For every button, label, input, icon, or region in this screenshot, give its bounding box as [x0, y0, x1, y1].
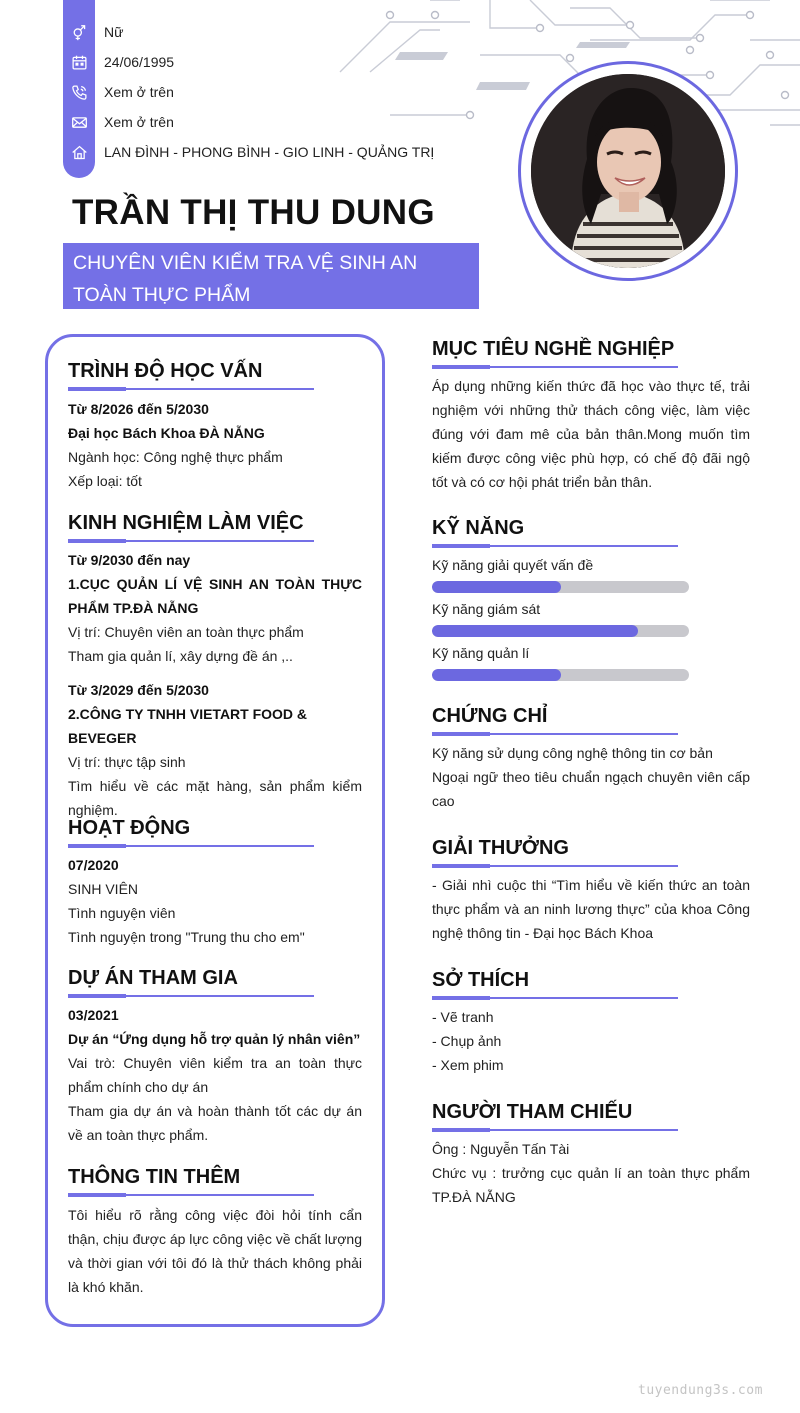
- references-section: [432, 1137, 750, 1209]
- job-title: CHUYÊN VIÊN KIỂM TRA VỆ SINH AN TOÀN THỰC PHẨM: [73, 252, 418, 306]
- reference-position: Chức vụ : trưởng cục quản lí an toàn thực phẩm TP.ĐÀ NẴNG: [432, 1165, 750, 1205]
- experience-job-1: [68, 548, 362, 668]
- skill-label: Kỹ năng giám sát: [432, 601, 541, 617]
- job-period: Từ 3/2029 đến 5/2030: [68, 682, 209, 698]
- watermark: tuyendung3s.com: [638, 1383, 763, 1398]
- awards-divider: [432, 865, 678, 867]
- hobby-item: - Vẽ tranh: [432, 1009, 494, 1025]
- skills-heading: KỸ NĂNG: [432, 517, 525, 539]
- certificate-item: Ngoại ngữ theo tiêu chuẩn ngạch chuyên viên cấp cao: [432, 769, 750, 809]
- activity-item: Tình nguyện trong "Trung thu cho em": [68, 929, 305, 945]
- experience-divider: [68, 540, 314, 542]
- calendar-icon: [63, 47, 95, 77]
- projects-section: [68, 1003, 362, 1147]
- education-heading: TRÌNH ĐỘ HỌC VẤN: [68, 360, 263, 382]
- hobby-item: - Xem phim: [432, 1057, 504, 1073]
- project-name: Dự án “Ứng dụng hỗ trợ quản lý nhân viên”: [68, 1031, 361, 1047]
- job-description: Tìm hiểu về các mặt hàng, sản phẩm kiểm nghiệm.: [68, 778, 362, 818]
- awards-text: - Giải nhì cuộc thi “Tìm hiểu về kiến thức an toàn thực phẩm và an ninh lương thực” của khoa Công nghệ thông tin - Đại học Bách Khoa: [432, 877, 750, 941]
- project-description: Tham gia dự án và hoàn thành tốt các dự án về an toàn thực phẩm.: [68, 1103, 362, 1143]
- home-icon: [63, 137, 95, 167]
- skills-divider: [432, 545, 678, 547]
- contact-email-text: Xem ở trên: [104, 114, 174, 130]
- contact-birthday: [63, 47, 174, 77]
- objective-divider: [432, 366, 678, 368]
- skill-bar: [432, 581, 689, 593]
- education-grade: Xếp loại: tốt: [68, 473, 142, 489]
- skill-bar: [432, 625, 689, 637]
- activities-date: 07/2020: [68, 857, 119, 873]
- activities-section: [68, 853, 362, 949]
- contact-phone: [63, 77, 174, 107]
- references-divider: [432, 1129, 678, 1131]
- job-title-banner: [63, 243, 479, 309]
- job-company: 1.CỤC QUẢN LÍ VỆ SINH AN TOÀN THỰC PHẨM TP.ĐÀ NẴNG: [68, 576, 362, 616]
- contact-birthday-text: 24/06/1995: [104, 54, 175, 70]
- skill-label: Kỹ năng giải quyết vấn đề: [432, 557, 594, 573]
- project-role: Vai trò: Chuyên viên kiểm tra an toàn thực phẩm chính cho dự án: [68, 1055, 362, 1095]
- education-school: Đại học Bách Khoa ĐÀ NẴNG: [68, 425, 265, 441]
- education-major: Ngành học: Công nghệ thực phẩm: [68, 449, 283, 465]
- job-position: Vị trí: Chuyên viên an toàn thực phẩm: [68, 624, 304, 640]
- objective-heading: MỤC TIÊU NGHỀ NGHIỆP: [432, 338, 675, 360]
- hobbies-section: [432, 1005, 750, 1077]
- job-company: 2.CÔNG TY TNHH VIETART FOOD & BEVEGER: [68, 706, 308, 746]
- projects-heading: DỰ ÁN THAM GIA: [68, 967, 238, 989]
- contact-phone-text: Xem ở trên: [104, 84, 174, 100]
- education-period: Từ 8/2026 đến 5/2030: [68, 401, 209, 417]
- contact-email: [63, 107, 174, 137]
- hobbies-divider: [432, 997, 678, 999]
- skill-label: Kỹ năng quản lí: [432, 645, 530, 661]
- contact-address-text: LAN ĐÌNH - PHONG BÌNH - GIO LINH - QUẢNG TRỊ: [104, 144, 435, 160]
- certificates-divider: [432, 733, 678, 735]
- avatar: [531, 74, 725, 268]
- extra-info-divider: [68, 1194, 314, 1196]
- contact-address: [63, 137, 434, 167]
- extra-info-text: Tôi hiểu rõ rằng công việc đòi hỏi tính cẩn thận, chịu được áp lực công việc về chất lượng và thời gian với tôi đó là thử thách không phải là khó khăn.: [68, 1207, 362, 1295]
- certificates-heading: CHỨNG CHỈ: [432, 705, 548, 727]
- experience-job-2: [68, 678, 362, 822]
- contact-gender: [63, 17, 123, 47]
- phone-icon: [63, 77, 95, 107]
- extra-info-heading: THÔNG TIN THÊM: [68, 1166, 241, 1188]
- education-divider: [68, 388, 314, 390]
- job-period: Từ 9/2030 đến nay: [68, 552, 191, 568]
- projects-divider: [68, 995, 314, 997]
- hobby-item: - Chụp ảnh: [432, 1033, 502, 1049]
- skill-bar-fill: [432, 669, 561, 681]
- activity-item: Tình nguyện viên: [68, 905, 176, 921]
- awards-heading: GIẢI THƯỞNG: [432, 837, 569, 859]
- experience-heading: KINH NGHIỆM LÀM VIỆC: [68, 512, 304, 534]
- certificate-item: Kỹ năng sử dụng công nghệ thông tin cơ bản: [432, 745, 713, 761]
- activities-heading: HOẠT ĐỘNG: [68, 817, 191, 839]
- activities-divider: [68, 845, 314, 847]
- job-position: Vị trí: thực tập sinh: [68, 754, 186, 770]
- mail-icon: [63, 107, 95, 137]
- activity-item: SINH VIÊN: [68, 881, 139, 897]
- skill-bar: [432, 669, 689, 681]
- reference-name: Ông : Nguyễn Tấn Tài: [432, 1141, 570, 1157]
- skill-bar-fill: [432, 581, 561, 593]
- gender-icon: [63, 17, 95, 47]
- project-date: 03/2021: [68, 1007, 119, 1023]
- candidate-name: TRẦN THỊ THU DUNG: [72, 193, 435, 232]
- hobbies-heading: SỞ THÍCH: [432, 969, 530, 991]
- education-section: [68, 397, 362, 493]
- job-description: Tham gia quản lí, xây dựng đề án ,..: [68, 648, 293, 664]
- contact-gender-text: Nữ: [104, 24, 124, 40]
- objective-text: Áp dụng những kiến thức đã học vào thực tế, trải nghiệm với những thử thách công việc, làm việc đúng với đam mê của bản thân.Mong muốn tìm kiếm được công việc phù hợp, có chế độ đãi ngộ tốt và có cơ hội phát triển bản thân.: [432, 378, 750, 490]
- skill-bar-fill: [432, 625, 638, 637]
- certificates-section: [432, 741, 750, 813]
- references-heading: NGƯỜI THAM CHIẾU: [432, 1101, 633, 1123]
